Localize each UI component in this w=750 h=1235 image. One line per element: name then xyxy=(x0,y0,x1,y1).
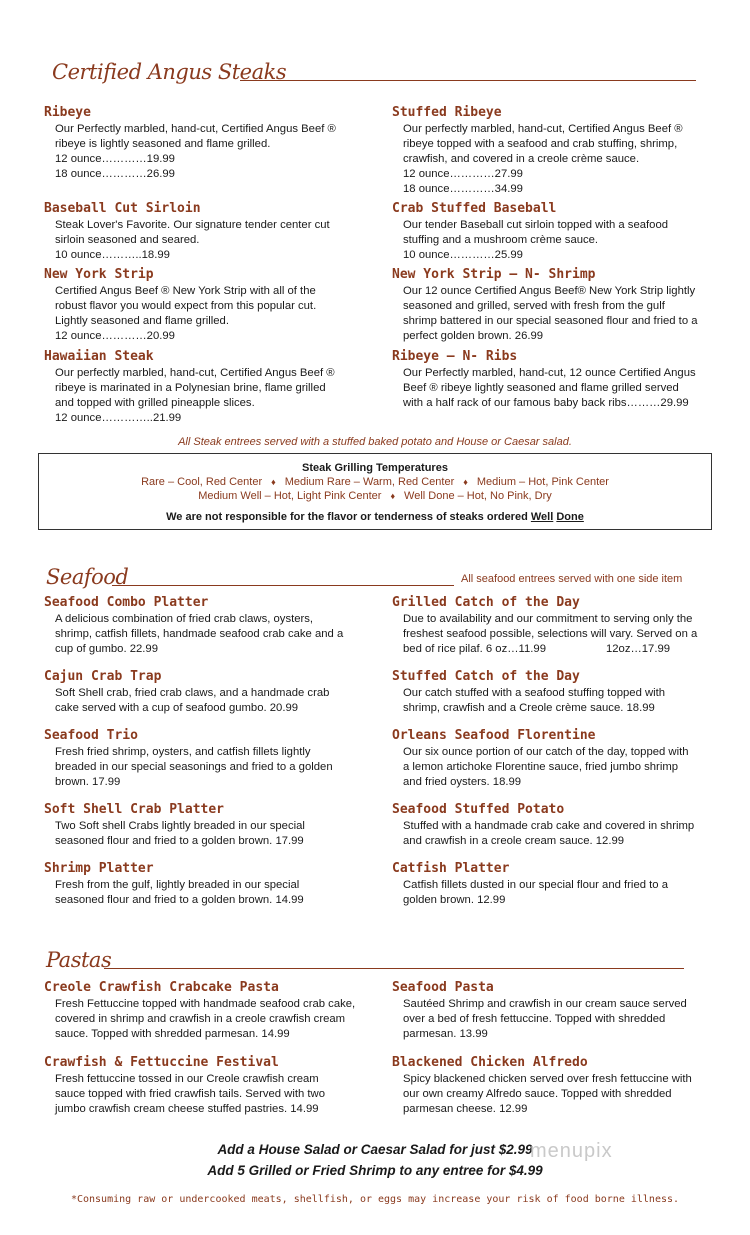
item-line: seasoned and grilled, served with fresh from the gulf xyxy=(403,300,665,312)
item-line: Lightly seasoned and flame grilled. xyxy=(55,315,229,327)
item-title: Seafood Pasta xyxy=(392,980,494,995)
item-title: Crab Stuffed Baseball xyxy=(392,201,557,216)
item-price: 12 ounce…………20.99 xyxy=(55,330,175,342)
item-line: robust flavor you would expect from this popular cut. xyxy=(55,300,317,312)
item-line: Our catch stuffed with a seafood stuffing topped with xyxy=(403,687,666,699)
item-line: seasoned flour and fried to a golden brown. 17.99 xyxy=(55,835,304,847)
item-price: 10 ounce………..18.99 xyxy=(55,249,170,261)
disclaimer-text: We are not responsible for the flavor or tenderness of steaks ordered xyxy=(166,511,528,523)
item-line: Two Soft shell Crabs lightly breaded in our special xyxy=(55,820,305,832)
item-price: 18 ounce…………34.99 xyxy=(403,183,523,195)
seafood-item xyxy=(392,802,722,849)
item-price: 18 ounce…………26.99 xyxy=(55,168,175,180)
item-line: and fried oysters. 18.99 xyxy=(403,776,522,788)
item-line: and topped with grilled pineapple slices. xyxy=(55,397,255,409)
item-price: perfect golden brown. 26.99 xyxy=(403,330,544,342)
steak-item xyxy=(44,267,364,344)
grilling-temperatures-box xyxy=(38,453,712,530)
item-title: New York Strip – N- Shrimp xyxy=(392,267,596,282)
item-line: Spicy blackened chicken served over fresh fettuccine with xyxy=(403,1073,692,1085)
item-line: parmesan cheese. 12.99 xyxy=(403,1103,528,1115)
food-safety-warning: *Consuming raw or undercooked meats, shellfish, or eggs may increase your risk of food borne illness. xyxy=(70,1194,680,1205)
item-line: shrimp, crawfish and a Creole crème sauce. 18.99 xyxy=(403,702,655,714)
steak-item xyxy=(44,105,364,182)
temp-well-done: Well Done – Hot, No Pink, Dry xyxy=(404,490,552,502)
temp-rare: Rare – Cool, Red Center xyxy=(141,476,263,488)
price-12oz: 12oz…17.99 xyxy=(605,643,671,655)
item-line: Certified Angus Beef ® New York Strip with all of the xyxy=(55,285,316,297)
item-line: Our perfectly marbled, hand-cut, Certified Angus Beef ® xyxy=(403,123,683,135)
steak-item xyxy=(44,349,364,426)
item-line: ribeye is lightly seasoned and flame grilled. xyxy=(55,138,271,150)
seafood-item xyxy=(44,669,364,716)
item-line: Catfish fillets dusted in our special flour and fried to a xyxy=(403,879,668,891)
item-line: Fresh fried shrimp, oysters, and catfish fillets lightly xyxy=(55,746,311,758)
steak-item xyxy=(392,267,722,344)
item-line: covered in shrimp and crawfish in a creole crawfish cream xyxy=(55,1013,346,1025)
item-line: cake served with a cup of seafood gumbo. 20.99 xyxy=(55,702,299,714)
temp-medium: Medium – Hot, Pink Center xyxy=(476,476,609,488)
item-title: Cajun Crab Trap xyxy=(44,669,162,684)
item-price: 10 ounce…………25.99 xyxy=(403,249,523,261)
item-price xyxy=(403,642,722,657)
temps-title: Steak Grilling Temperatures xyxy=(302,462,448,474)
item-title: Blackened Chicken Alfredo xyxy=(392,1055,588,1070)
item-title: Creole Crawfish Crabcake Pasta xyxy=(44,980,279,995)
addon-shrimp: Add 5 Grilled or Fried Shrimp to any entree for $4.99 xyxy=(207,1163,543,1178)
item-line: a lemon artichoke Florentine sauce, fried jumbo shrimp xyxy=(403,761,679,773)
steak-item xyxy=(392,349,722,411)
item-line: parmesan. 13.99 xyxy=(403,1028,488,1040)
item-price: 12 ounce…………..21.99 xyxy=(55,412,182,424)
diamond-icon: ♦ xyxy=(271,477,276,487)
item-title: Seafood Stuffed Potato xyxy=(392,802,565,817)
item-title: Grilled Catch of the Day xyxy=(392,595,580,610)
pastas-section-title: Pastas xyxy=(46,948,112,972)
item-line: stuffing and a mushroom crème sauce. xyxy=(403,234,599,246)
seafood-item xyxy=(44,802,364,849)
pasta-item xyxy=(392,1055,722,1117)
steak-note: All Steak entrees served with a stuffed baked potato and House or Caesar salad. xyxy=(178,436,572,448)
item-title: Ribeye xyxy=(44,105,91,120)
temp-medium-rare: Medium Rare – Warm, Red Center xyxy=(284,476,455,488)
item-title: Hawaiian Steak xyxy=(44,349,154,364)
item-title: Catfish Platter xyxy=(392,861,510,876)
item-title: New York Strip xyxy=(44,267,154,282)
item-line: shrimp, catfish fillets, handmade seafood crab cake and a xyxy=(55,628,344,640)
item-line: Our 12 ounce Certified Angus Beef® New York Strip lightly xyxy=(403,285,696,297)
seafood-item xyxy=(44,595,364,657)
steaks-title-rule xyxy=(240,80,696,81)
pasta-item xyxy=(44,980,374,1042)
temps-row xyxy=(39,490,711,502)
item-title: Crawfish & Fettuccine Festival xyxy=(44,1055,279,1070)
pasta-item xyxy=(392,980,722,1042)
diamond-icon: ♦ xyxy=(463,477,468,487)
item-line: Fresh from the gulf, lightly breaded in our special xyxy=(55,879,300,891)
item-line: jumbo crawfish cream cheese stuffed pastries. 14.99 xyxy=(55,1103,319,1115)
seafood-item xyxy=(44,728,364,790)
item-line: over a bed of fresh fettuccine. Topped with shredded xyxy=(403,1013,666,1025)
item-line: and crawfish in a creole cream sauce. 12.99 xyxy=(403,835,625,847)
steak-item xyxy=(392,105,722,197)
item-title: Soft Shell Crab Platter xyxy=(44,802,225,817)
item-line: cup of gumbo. 22.99 xyxy=(55,643,159,655)
item-line: Our tender Baseball cut sirloin topped with a seafood xyxy=(403,219,669,231)
item-line: breaded in our special seasonings and fried to a golden xyxy=(55,761,333,773)
item-line: sauce topped with fried crawfish tails. Served with two xyxy=(55,1088,325,1100)
item-price: 12 ounce…………19.99 xyxy=(55,153,175,165)
item-line: sauce. Topped with shredded parmesan. 14.99 xyxy=(55,1028,290,1040)
item-line: crawfish, and covered in a creole crème sauce. xyxy=(403,153,640,165)
item-line: ribeye is marinated in a Polynesian brine, flame grilled xyxy=(55,382,326,394)
seafood-item xyxy=(44,861,364,908)
item-line: seasoned flour and fried to a golden brown. 14.99 xyxy=(55,894,304,906)
seafood-note: All seafood entrees served with one side item xyxy=(461,573,683,585)
steak-item xyxy=(44,201,364,263)
menupix-watermark: menupix xyxy=(530,1140,613,1162)
item-line: Steak Lover's Favorite. Our signature tender center cut xyxy=(55,219,330,231)
item-title: Ribeye – N- Ribs xyxy=(392,349,518,364)
pastas-title-rule xyxy=(104,968,684,969)
item-title: Stuffed Catch of the Day xyxy=(392,669,580,684)
price-6oz: bed of rice pilaf. 6 oz…11.99 xyxy=(403,643,546,655)
seafood-title-rule xyxy=(112,585,454,586)
item-title: Seafood Trio xyxy=(44,728,138,743)
item-line: Fresh fettuccine tossed in our Creole crawfish cream xyxy=(55,1073,319,1085)
steaks-section-title: Certified Angus Steaks xyxy=(52,60,287,84)
item-title: Baseball Cut Sirloin xyxy=(44,201,201,216)
steak-item xyxy=(392,201,722,263)
pasta-item xyxy=(44,1055,374,1117)
item-line: Our six ounce portion of our catch of the day, topped with xyxy=(403,746,689,758)
steak-disclaimer xyxy=(39,511,711,523)
item-line: shrimp battered in our special seasoned flour and fried to a xyxy=(403,315,698,327)
item-line: Soft Shell crab, fried crab claws, and a handmade crab xyxy=(55,687,330,699)
disclaimer-done: Done xyxy=(556,511,584,523)
item-line: brown. 17.99 xyxy=(55,776,121,788)
item-line: Our Perfectly marbled, hand-cut, Certified Angus Beef ® xyxy=(55,123,336,135)
item-line: ribeye topped with a seafood and crab stuffing, shrimp, xyxy=(403,138,678,150)
item-line: Sautéed Shrimp and crawfish in our cream sauce served xyxy=(403,998,687,1010)
item-title: Orleans Seafood Florentine xyxy=(392,728,596,743)
seafood-item xyxy=(392,669,722,716)
disclaimer-well: Well xyxy=(530,511,554,523)
item-price: with a half rack of our famous baby back ribs………29.99 xyxy=(403,397,689,409)
item-line: Our perfectly marbled, hand-cut, Certified Angus Beef ® xyxy=(55,367,335,379)
temps-row xyxy=(39,476,711,488)
seafood-item xyxy=(392,595,722,657)
addon-salad: Add a House Salad or Caesar Salad for just $2.99 xyxy=(217,1142,533,1157)
seafood-item xyxy=(392,861,722,908)
item-price: 12 ounce…………27.99 xyxy=(403,168,523,180)
item-line: Fresh Fettuccine topped with handmade seafood crab cake, xyxy=(55,998,356,1010)
item-title: Seafood Combo Platter xyxy=(44,595,209,610)
item-line: our own creamy Alfredo sauce. Topped with shredded xyxy=(403,1088,672,1100)
item-line: Due to availability and our commitment to serving only the xyxy=(403,613,693,625)
item-line: Our Perfectly marbled, hand-cut, 12 ounce Certified Angus xyxy=(403,367,696,379)
item-title: Shrimp Platter xyxy=(44,861,154,876)
item-line: sirloin seasoned and seared. xyxy=(55,234,200,246)
seafood-section-title: Seafood xyxy=(46,565,129,589)
item-title: Stuffed Ribeye xyxy=(392,105,502,120)
item-line: A delicious combination of fried crab claws, oysters, xyxy=(55,613,314,625)
item-line: golden brown. 12.99 xyxy=(403,894,506,906)
diamond-icon: ♦ xyxy=(390,491,396,501)
item-line: Stuffed with a handmade crab cake and covered in shrimp xyxy=(403,820,695,832)
item-line: Beef ® ribeye lightly seasoned and flame grilled served xyxy=(403,382,679,394)
seafood-item xyxy=(392,728,722,790)
temp-medium-well: Medium Well – Hot, Light Pink Center xyxy=(198,490,382,502)
item-line: freshest seafood possible, selections will vary. Served on a xyxy=(403,628,698,640)
